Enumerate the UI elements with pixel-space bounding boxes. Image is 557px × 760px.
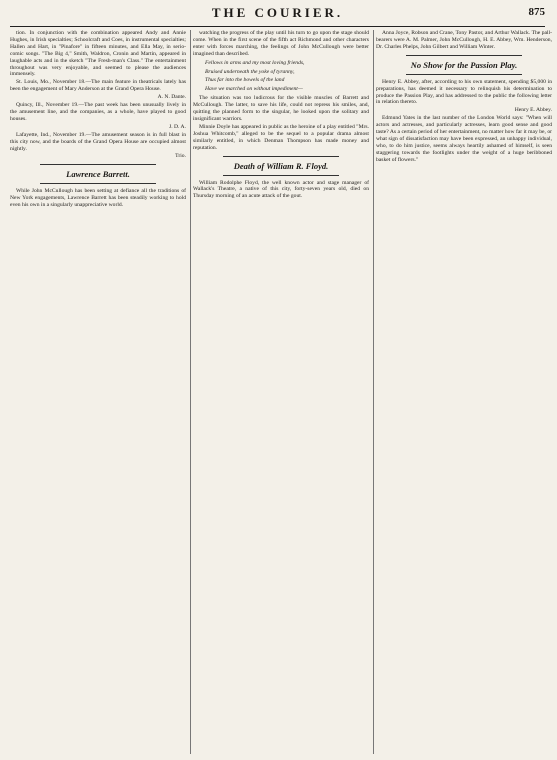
divider [40, 183, 156, 184]
lafayette-signature: Trio. [175, 153, 186, 160]
intro-paragraph: tion. In conjunction with the combination appeared Andy and Annie Hughes, in Irish specialties; Schoolcraft and Coes, in instrumental specialties; Hallen and Hart, in "Pinafore" in fifteen minutes, and Ella May, in serio-comic songs. "The Big 4," Smith, Waldron, Cronin and Martin, appeared in laughable acts and in the sketch "The Fresh-man's Class." The entertainment throughout was very enjoyable, and seemed to please the audiences immensely. [10, 30, 186, 78]
column-2 [193, 30, 369, 754]
floyd-paragraph: William Rodolphe Floyd, the well known actor and stage manager of Wallack's Theatre, a native of this city, forty-seven years old, died on Thursday morning of an acute attack of the gout. [193, 179, 369, 200]
quincy-signature: J. D. A. [169, 123, 186, 130]
passion-paragraph: Henry E. Abbey, after, according to his own statement, spending $5,000 in preparations, has deemed it necessary to relinquish his determination to produce the Passion Play, and has addressed to the public the following letter in relation thereto. [376, 78, 552, 106]
column-rule [190, 30, 191, 754]
stlouis-paragraph: St. Louis, Mo., November 18.—The main feature in theatricals lately has been the engagement of Mary Anderson at the Grand Opera House. [10, 79, 186, 93]
passion-signature: Henry E. Abbey. [514, 107, 552, 114]
verse-line: Thus far into the bowels of the land [205, 77, 285, 84]
stlouis-signature: A. N. Dante. [157, 94, 186, 101]
article-heading: Death of William R. Floyd. [233, 160, 329, 171]
verse-line: Have we marched on without impediment— [205, 86, 303, 93]
lafayette-paragraph: Lafayette, Ind., November 19.—The amusement season is in full blast in this city now, and the boards of the Grand Opera House are occupied almost nightly. [10, 131, 186, 152]
mccullough-paragraph: watching the progress of the play until his turn to go upon the stage should come. When in the first scene of the fifth act Richmond and other characters enter with forces marching, the feelings of John McCullough were better imagined than described. [193, 30, 369, 57]
divider [406, 55, 522, 56]
quincy-paragraph: Quincy, Ill., November 19.—The past week has been unusually lively in the amusement line, and the companies, as a whole, have played to good houses. [10, 102, 186, 122]
page-number: 875 [528, 6, 545, 18]
article-heading: No Show for the Passion Play. [410, 59, 518, 70]
article-columns [10, 30, 552, 754]
page-header [10, 4, 545, 27]
yates-paragraph: Edmund Yates in the last number of the London World says: "When will actors and actresses, and particularly actresses, learn good sense and good taste? As a certain period of her entertainment, no matter how far it may be, or what sign of dissatisfaction may have been expressed, an unhappy individual, who, to do him justice, seems always heartily ashamed of himself, is seen staggering towards the footlights under the weight of a huge beribboned basket of flowers." [376, 115, 552, 163]
verse-line: Fellows in arms and my most loving friends, [205, 59, 305, 66]
column-rule [373, 30, 374, 754]
article-heading: Lawrence Barrett. [66, 169, 130, 180]
pallbearers-paragraph: Anna Joyce, Robson and Crane, Tony Pastor, and Arthur Wallack. The pall-bearers were A. M. Palmer, John McCullough, H. E. Abbey, Wm. Henderson, Dr. Charles Phelps, John Gilbert and William Winter. [376, 30, 552, 50]
column-1 [10, 30, 186, 754]
divider [223, 175, 339, 176]
situation-paragraph: The situation was too ludicrous for the visible muscles of Barrett and McCullough. The latter, to save his life, could not repress his smiles, and, quitting the planned form to the singular, he looked upon the solitary and insignificant warriors. [193, 95, 369, 122]
verse-line: Bruised underneath the yoke of tyranny, [205, 68, 295, 75]
masthead-title: THE COURIER. [211, 5, 344, 20]
divider [40, 164, 156, 165]
doyle-paragraph: Minnie Doyle has appeared in public as the heroine of a play entitled "Mrs. Joshua Whitcomb," alleged to be the sequel to a popular drama almost similarly entitled, in which Denman Thompson has made money and reputation. [193, 123, 369, 151]
divider [406, 74, 522, 75]
barrett-paragraph: While John McCullough has been setting at defiance all the traditions of New York engagements, Lawrence Barrett has been steadily working to hold even his own in a singularly unappreciative world. [10, 188, 186, 209]
column-3 [376, 30, 552, 754]
divider [223, 156, 339, 157]
